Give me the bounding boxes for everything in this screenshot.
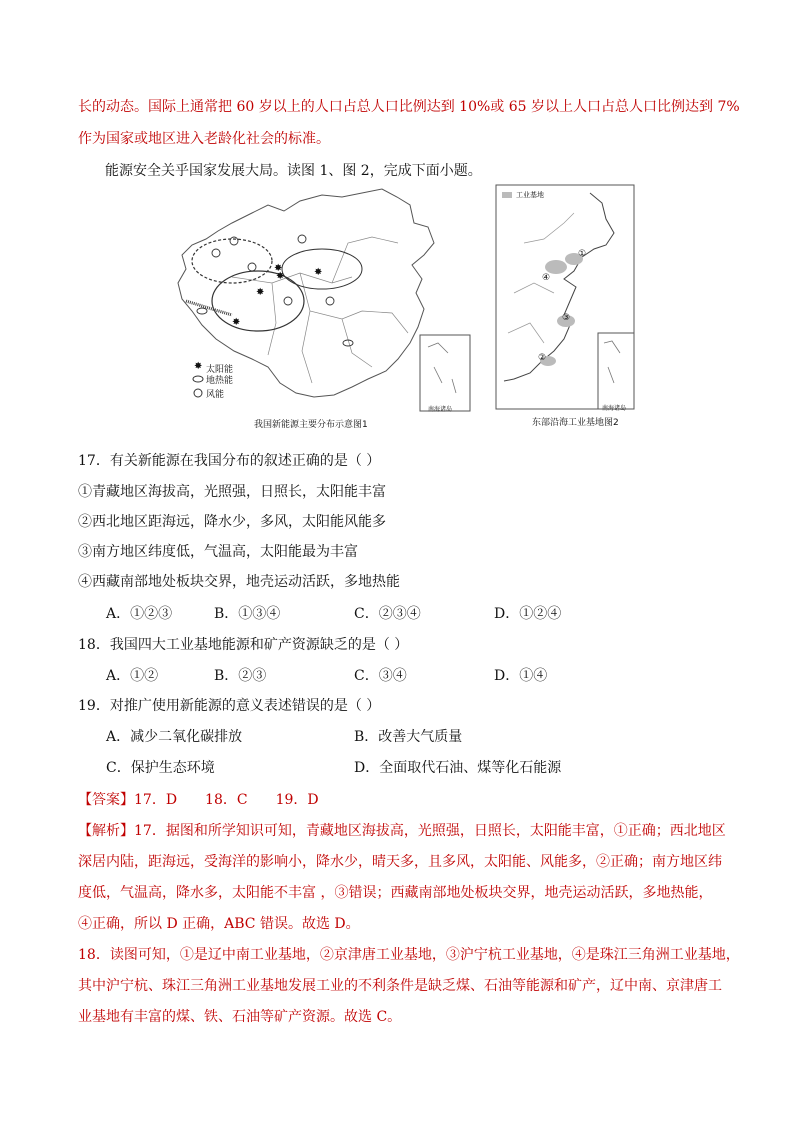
map2-caption: 东部沿海工业基地图2 [532,418,619,428]
q19-option-c: C．保护生态环境 [106,760,215,776]
marker-2: ② [538,353,547,363]
wind-icon [298,235,306,243]
analysis-line-3: 度低，气温高，降水多，太阳能不丰富 ，③错误；西藏南部地处板块交界，地壳运动活跃，多地热能， [78,885,713,901]
q17-item-2: ②西北地区距海远，降水少，多风，太阳能风能多 [78,514,386,530]
marker-3: ③ [562,313,571,323]
marker-1: ① [578,249,587,259]
answer-line: 【答案】17．D 18．C 19．D [78,792,319,808]
solar-icon: ✸ [274,263,283,274]
inset-label: 南海诸岛 [428,406,453,413]
svg-text:✸: ✸ [194,361,203,372]
q17-option-d: D．①②④ [494,606,562,622]
q18-stem: 18．我国四大工业基地能源和矿产资源缺乏的是（ ） [78,637,409,653]
q18-option-c: C．③④ [354,668,407,684]
analysis-line-7: 业基地有丰富的煤、铁、石油等矿产资源。故选 C。 [78,1009,402,1025]
solar-icon: ✸ [256,287,265,298]
analysis-line-1: 【解析】17．据图和所学知识可知，青藏地区海拔高，光照强，日照长，太阳能丰富，①正确；西北地区 [78,823,726,839]
wind-icon [326,297,334,305]
wind-icon [284,297,292,305]
marker-4-upper: ④ [542,273,551,283]
q17-option-c: C．②③④ [354,606,421,622]
wind-icon [248,263,256,271]
legend-solar: 太阳能 [206,365,234,375]
solar-icon: ✸ [276,271,285,282]
q17-stem: 17．有关新能源在我国分布的叙述正确的是（ ） [78,453,381,469]
q19-option-d: D．全面取代石油、煤等化石能源 [354,760,562,776]
question-stem: 能源安全关乎国家发展大局。读图 1、图 2，完成下面小题。 [105,163,482,179]
analysis-line-5: 18．读图可知，①是辽中南工业基地，②京津唐工业基地，③沪宁杭工业基地，④是珠江三角洲工业基地， [78,947,740,963]
map1-caption: 我国新能源主要分布示意图1 [254,420,368,430]
energy-distribution-map [172,183,478,429]
solar-icon: ✸ [232,317,241,328]
q19-stem: 19．对推广使用新能源的意义表述错误的是（ ） [78,698,381,714]
analysis-line-4: ④正确，所以 D 正确，ABC 错误。故选 D。 [78,916,360,932]
q18-option-b: B．②③ [214,668,267,684]
q17-item-4: ④西藏南部地处板块交界，地壳运动活跃，多地热能 [78,574,400,590]
geothermal-icon [197,308,207,314]
intro-line-1: 长的动态。国际上通常把 60 岁以上的人口占总人口比例达到 10%或 65 岁以上人口占总人口比例达到 7% [78,99,740,115]
q17-option-b: B．①③④ [214,606,281,622]
q17-option-a: A．①②③ [106,606,173,622]
geothermal-icon [343,340,353,346]
q18-option-d: D．①④ [494,668,548,684]
q18-option-a: A．①② [106,668,159,684]
q17-item-3: ③南方地区纬度低，气温高，太阳能最为丰富 [78,544,358,560]
inset-label-2: 南海诸岛 [602,405,627,412]
solar-icon: ✸ [314,267,323,278]
map2-legend: 工业基地 [516,191,544,199]
legend-wind: 风能 [206,390,225,400]
intro-line-2: 作为国家或地区进入老龄化社会的标准。 [78,131,330,147]
q19-option-a: A．减少二氧化碳排放 [106,729,243,745]
industrial-base-map [494,183,638,429]
analysis-line-6: 其中沪宁杭、珠江三角洲工业基地发展工业的不利条件是缺乏煤、石油等能源和矿产，辽中南、京津唐工 [78,978,722,994]
wind-icon [230,237,238,245]
wind-icon [212,249,220,257]
q17-item-1: ①青藏地区海拔高，光照强，日照长，太阳能丰富 [78,484,386,500]
legend-geothermal: 地热能 [206,376,234,386]
q19-option-b: B．改善大气质量 [354,729,463,745]
analysis-line-2: 深居内陆，距海远，受海洋的影响小，降水少，晴天多，且多风，太阳能、风能多，②正确；南方地区纬 [78,854,722,870]
